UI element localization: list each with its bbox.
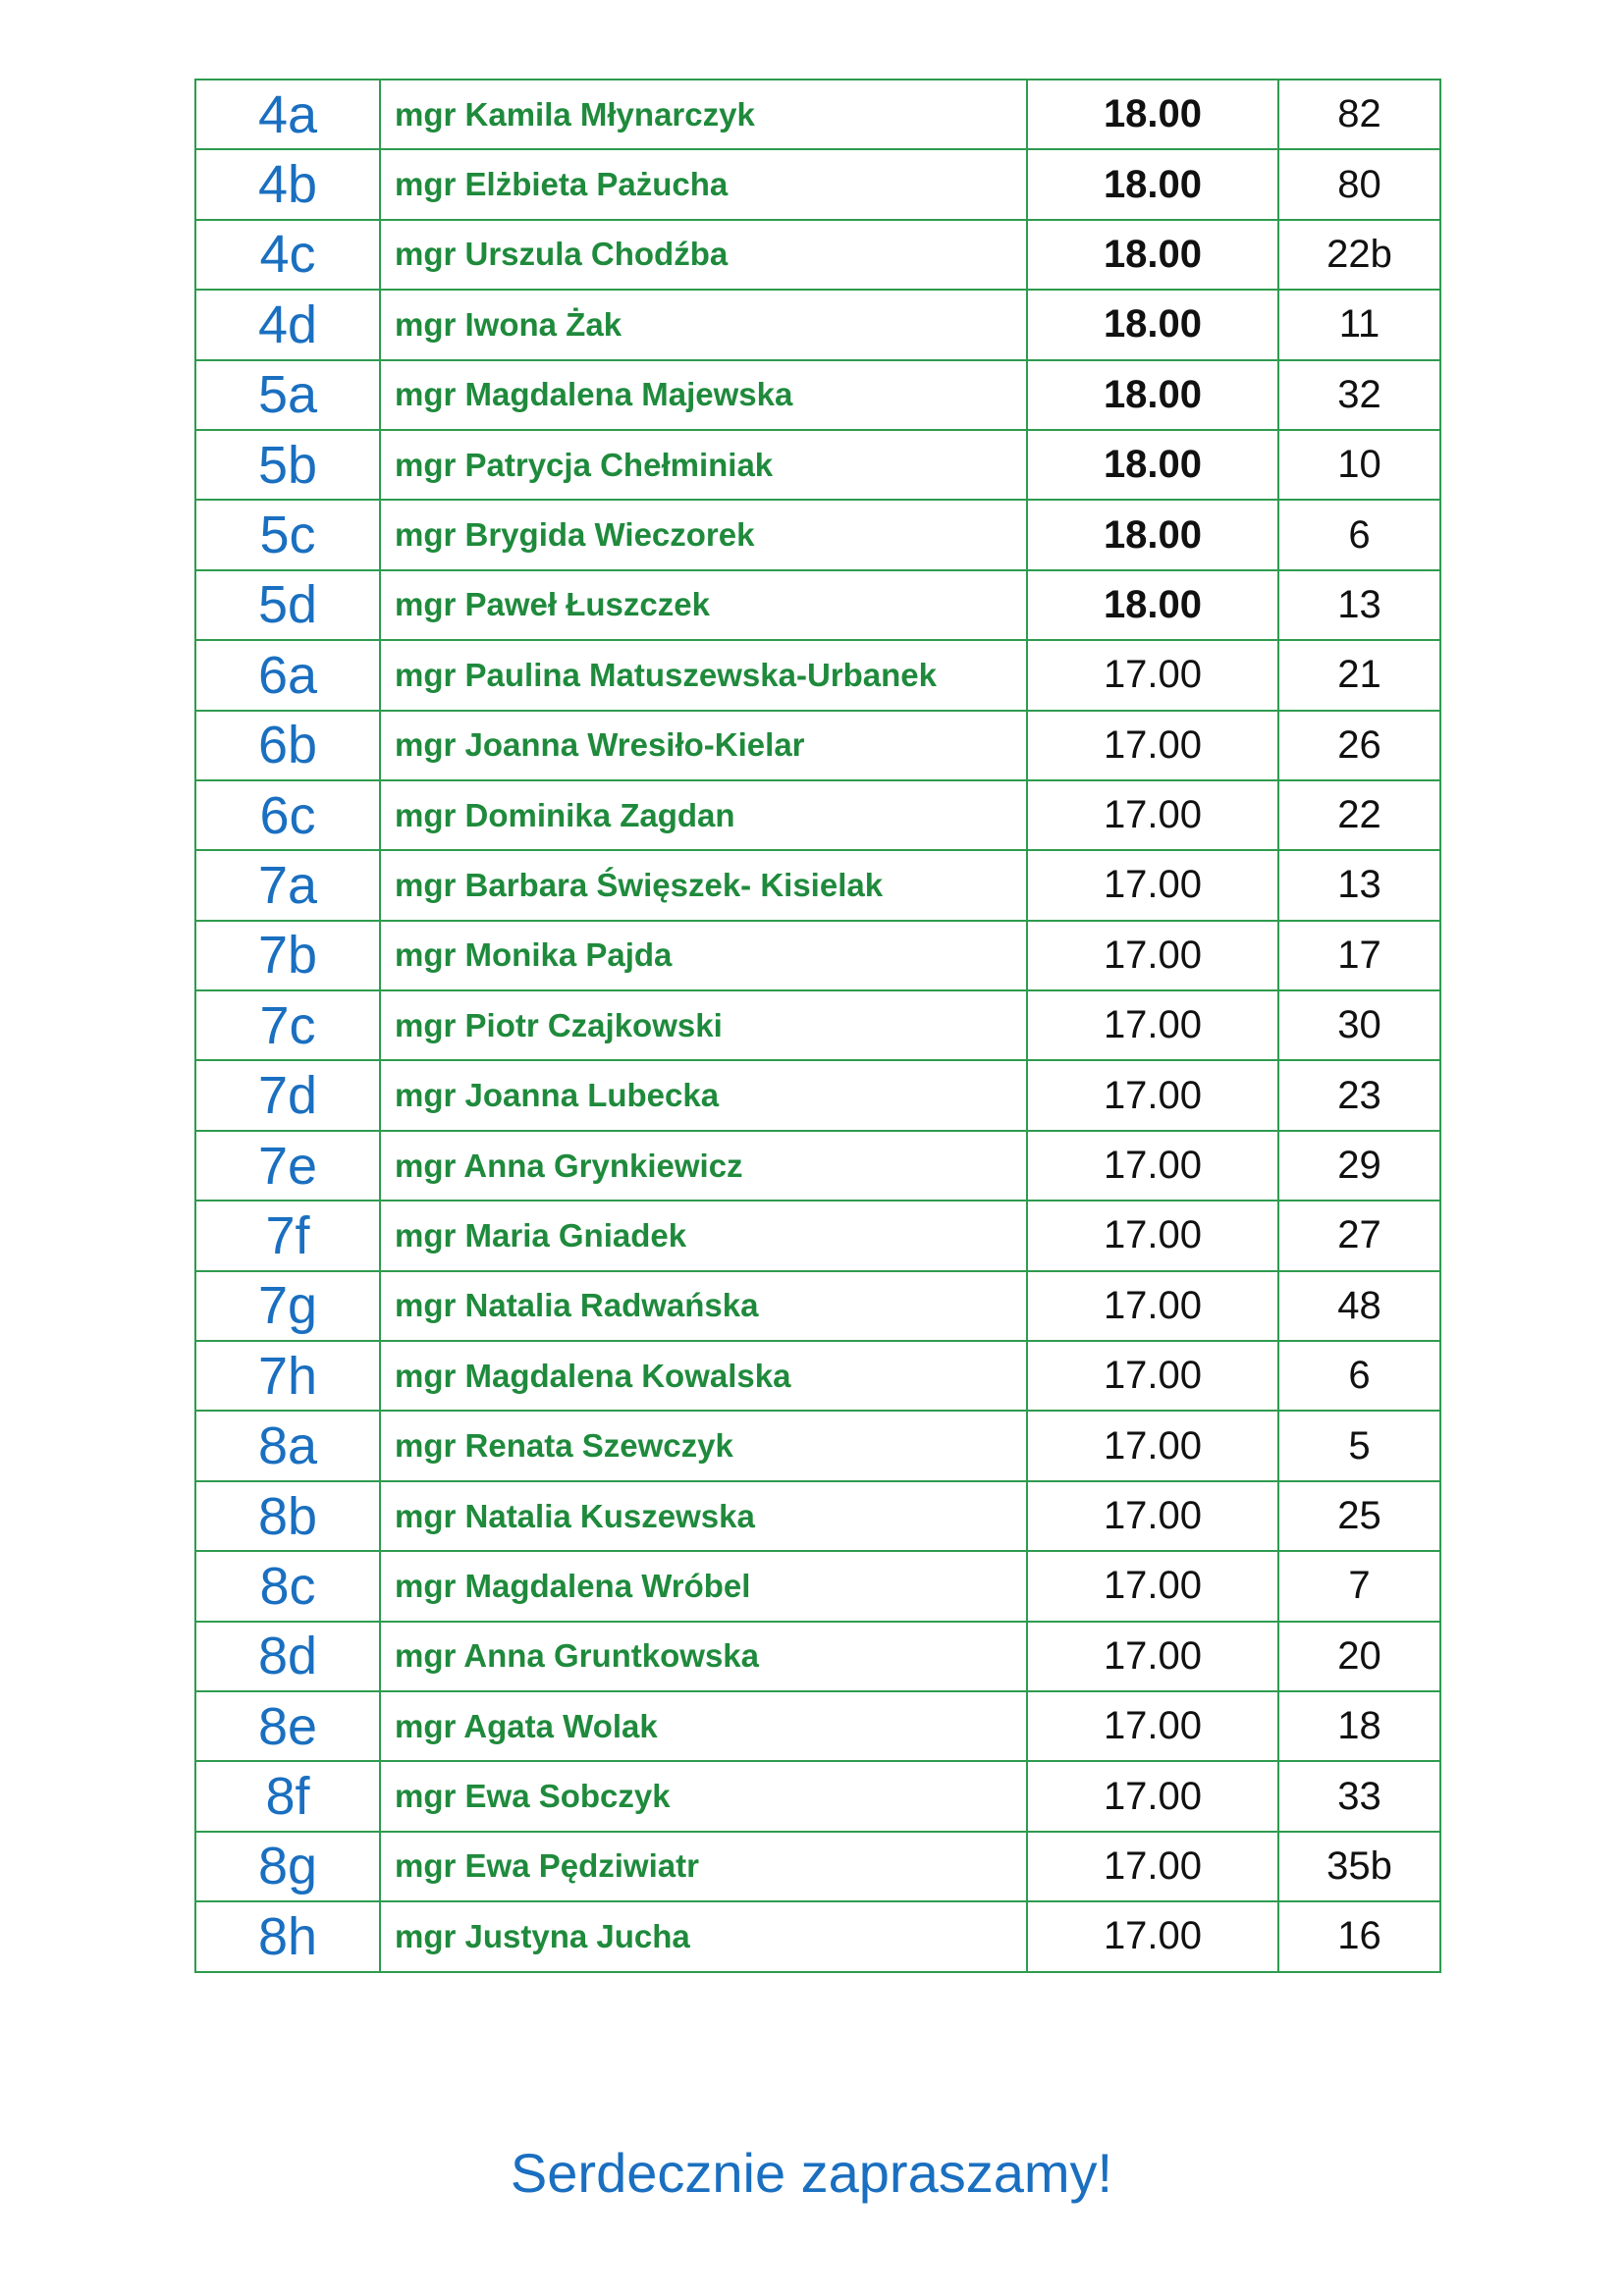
class-cell: 5b xyxy=(195,430,380,500)
class-cell: 4a xyxy=(195,80,380,149)
room-cell: 16 xyxy=(1278,1901,1440,1971)
teacher-cell: mgr Ewa Sobczyk xyxy=(380,1761,1027,1831)
time-cell: 18.00 xyxy=(1027,360,1278,430)
teacher-cell: mgr Renata Szewczyk xyxy=(380,1411,1027,1480)
room-cell: 17 xyxy=(1278,921,1440,990)
table-row xyxy=(195,990,1440,1060)
time-cell: 17.00 xyxy=(1027,921,1278,990)
room-cell: 18 xyxy=(1278,1691,1440,1761)
teacher-cell: mgr Anna Grynkiewicz xyxy=(380,1131,1027,1201)
table-row xyxy=(195,1271,1440,1341)
class-cell: 5a xyxy=(195,360,380,430)
room-cell: 13 xyxy=(1278,850,1440,920)
room-cell: 80 xyxy=(1278,149,1440,219)
room-cell: 82 xyxy=(1278,80,1440,149)
table-row xyxy=(195,1551,1440,1621)
time-cell: 18.00 xyxy=(1027,149,1278,219)
time-cell: 17.00 xyxy=(1027,780,1278,850)
room-cell: 32 xyxy=(1278,360,1440,430)
time-cell: 17.00 xyxy=(1027,1901,1278,1971)
time-cell: 17.00 xyxy=(1027,1481,1278,1551)
teacher-cell: mgr Dominika Zagdan xyxy=(380,780,1027,850)
class-cell: 7d xyxy=(195,1060,380,1130)
teacher-cell: mgr Natalia Radwańska xyxy=(380,1271,1027,1341)
room-cell: 6 xyxy=(1278,500,1440,569)
time-cell: 18.00 xyxy=(1027,430,1278,500)
teacher-cell: mgr Joanna Wresiło-Kielar xyxy=(380,711,1027,780)
time-cell: 17.00 xyxy=(1027,1761,1278,1831)
teacher-cell: mgr Patrycja Chełminiak xyxy=(380,430,1027,500)
class-cell: 8h xyxy=(195,1901,380,1971)
time-cell: 17.00 xyxy=(1027,1131,1278,1201)
room-cell: 23 xyxy=(1278,1060,1440,1130)
time-cell: 17.00 xyxy=(1027,1060,1278,1130)
table-row xyxy=(195,360,1440,430)
teacher-cell: mgr Barbara Święszek- Kisielak xyxy=(380,850,1027,920)
table-row xyxy=(195,711,1440,780)
room-cell: 29 xyxy=(1278,1131,1440,1201)
table-row xyxy=(195,780,1440,850)
time-cell: 17.00 xyxy=(1027,1622,1278,1691)
time-cell: 17.00 xyxy=(1027,1551,1278,1621)
time-cell: 17.00 xyxy=(1027,640,1278,710)
teacher-cell: mgr Piotr Czajkowski xyxy=(380,990,1027,1060)
teacher-cell: mgr Brygida Wieczorek xyxy=(380,500,1027,569)
teacher-cell: mgr Anna Gruntkowska xyxy=(380,1622,1027,1691)
teacher-cell: mgr Magdalena Kowalska xyxy=(380,1341,1027,1411)
class-cell: 5d xyxy=(195,570,380,640)
room-cell: 21 xyxy=(1278,640,1440,710)
table-row xyxy=(195,1341,1440,1411)
time-cell: 17.00 xyxy=(1027,711,1278,780)
time-cell: 17.00 xyxy=(1027,1691,1278,1761)
time-cell: 17.00 xyxy=(1027,990,1278,1060)
room-cell: 48 xyxy=(1278,1271,1440,1341)
table-row xyxy=(195,1761,1440,1831)
room-cell: 5 xyxy=(1278,1411,1440,1480)
time-cell: 17.00 xyxy=(1027,1201,1278,1270)
time-cell: 17.00 xyxy=(1027,1271,1278,1341)
teacher-cell: mgr Justyna Jucha xyxy=(380,1901,1027,1971)
room-cell: 26 xyxy=(1278,711,1440,780)
table-row xyxy=(195,1411,1440,1480)
time-cell: 17.00 xyxy=(1027,1411,1278,1480)
class-cell: 4b xyxy=(195,149,380,219)
class-cell: 7g xyxy=(195,1271,380,1341)
class-cell: 8f xyxy=(195,1761,380,1831)
class-cell: 8e xyxy=(195,1691,380,1761)
class-cell: 4d xyxy=(195,290,380,359)
room-cell: 10 xyxy=(1278,430,1440,500)
teacher-cell: mgr Monika Pajda xyxy=(380,921,1027,990)
table-row xyxy=(195,1832,1440,1901)
table-row xyxy=(195,149,1440,219)
class-cell: 8a xyxy=(195,1411,380,1480)
teacher-cell: mgr Magdalena Wróbel xyxy=(380,1551,1027,1621)
time-cell: 18.00 xyxy=(1027,290,1278,359)
teacher-cell: mgr Iwona Żak xyxy=(380,290,1027,359)
table-row xyxy=(195,570,1440,640)
room-cell: 22b xyxy=(1278,220,1440,290)
time-cell: 18.00 xyxy=(1027,80,1278,149)
table-row xyxy=(195,921,1440,990)
class-cell: 6c xyxy=(195,780,380,850)
time-cell: 18.00 xyxy=(1027,500,1278,569)
class-cell: 8d xyxy=(195,1622,380,1691)
room-cell: 20 xyxy=(1278,1622,1440,1691)
teacher-cell: mgr Natalia Kuszewska xyxy=(380,1481,1027,1551)
table-row xyxy=(195,500,1440,569)
teacher-cell: mgr Joanna Lubecka xyxy=(380,1060,1027,1130)
time-cell: 17.00 xyxy=(1027,1341,1278,1411)
room-cell: 25 xyxy=(1278,1481,1440,1551)
table-row xyxy=(195,1691,1440,1761)
table-row xyxy=(195,1060,1440,1130)
table-row xyxy=(195,1622,1440,1691)
teacher-cell: mgr Maria Gniadek xyxy=(380,1201,1027,1270)
class-cell: 6b xyxy=(195,711,380,780)
table-row xyxy=(195,640,1440,710)
class-cell: 7a xyxy=(195,850,380,920)
table-row xyxy=(195,850,1440,920)
teacher-cell: mgr Elżbieta Pażucha xyxy=(380,149,1027,219)
teacher-cell: mgr Kamila Młynarczyk xyxy=(380,80,1027,149)
teacher-cell: mgr Agata Wolak xyxy=(380,1691,1027,1761)
class-cell: 8g xyxy=(195,1832,380,1901)
time-cell: 18.00 xyxy=(1027,570,1278,640)
class-cell: 8b xyxy=(195,1481,380,1551)
room-cell: 13 xyxy=(1278,570,1440,640)
table-row xyxy=(195,80,1440,149)
table-row xyxy=(195,1901,1440,1971)
footer-invitation: Serdecznie zapraszamy! xyxy=(510,2142,1113,2204)
class-cell: 7h xyxy=(195,1341,380,1411)
room-cell: 27 xyxy=(1278,1201,1440,1270)
table-row xyxy=(195,290,1440,359)
room-cell: 30 xyxy=(1278,990,1440,1060)
time-cell: 18.00 xyxy=(1027,220,1278,290)
table-row xyxy=(195,1481,1440,1551)
table-row xyxy=(195,1201,1440,1270)
class-cell: 8c xyxy=(195,1551,380,1621)
class-cell: 7c xyxy=(195,990,380,1060)
meeting-schedule-table xyxy=(194,79,1441,1973)
room-cell: 22 xyxy=(1278,780,1440,850)
teacher-cell: mgr Ewa Pędziwiatr xyxy=(380,1832,1027,1901)
teacher-cell: mgr Paweł Łuszczek xyxy=(380,570,1027,640)
teacher-cell: mgr Paulina Matuszewska-Urbanek xyxy=(380,640,1027,710)
class-cell: 7b xyxy=(195,921,380,990)
class-cell: 4c xyxy=(195,220,380,290)
class-cell: 6a xyxy=(195,640,380,710)
class-cell: 5c xyxy=(195,500,380,569)
room-cell: 6 xyxy=(1278,1341,1440,1411)
room-cell: 35b xyxy=(1278,1832,1440,1901)
room-cell: 7 xyxy=(1278,1551,1440,1621)
class-cell: 7f xyxy=(195,1201,380,1270)
table-row xyxy=(195,430,1440,500)
class-cell: 7e xyxy=(195,1131,380,1201)
time-cell: 17.00 xyxy=(1027,850,1278,920)
teacher-cell: mgr Magdalena Majewska xyxy=(380,360,1027,430)
room-cell: 33 xyxy=(1278,1761,1440,1831)
schedule-body xyxy=(195,80,1440,1972)
table-row xyxy=(195,1131,1440,1201)
time-cell: 17.00 xyxy=(1027,1832,1278,1901)
table-row xyxy=(195,220,1440,290)
teacher-cell: mgr Urszula Chodźba xyxy=(380,220,1027,290)
room-cell: 11 xyxy=(1278,290,1440,359)
